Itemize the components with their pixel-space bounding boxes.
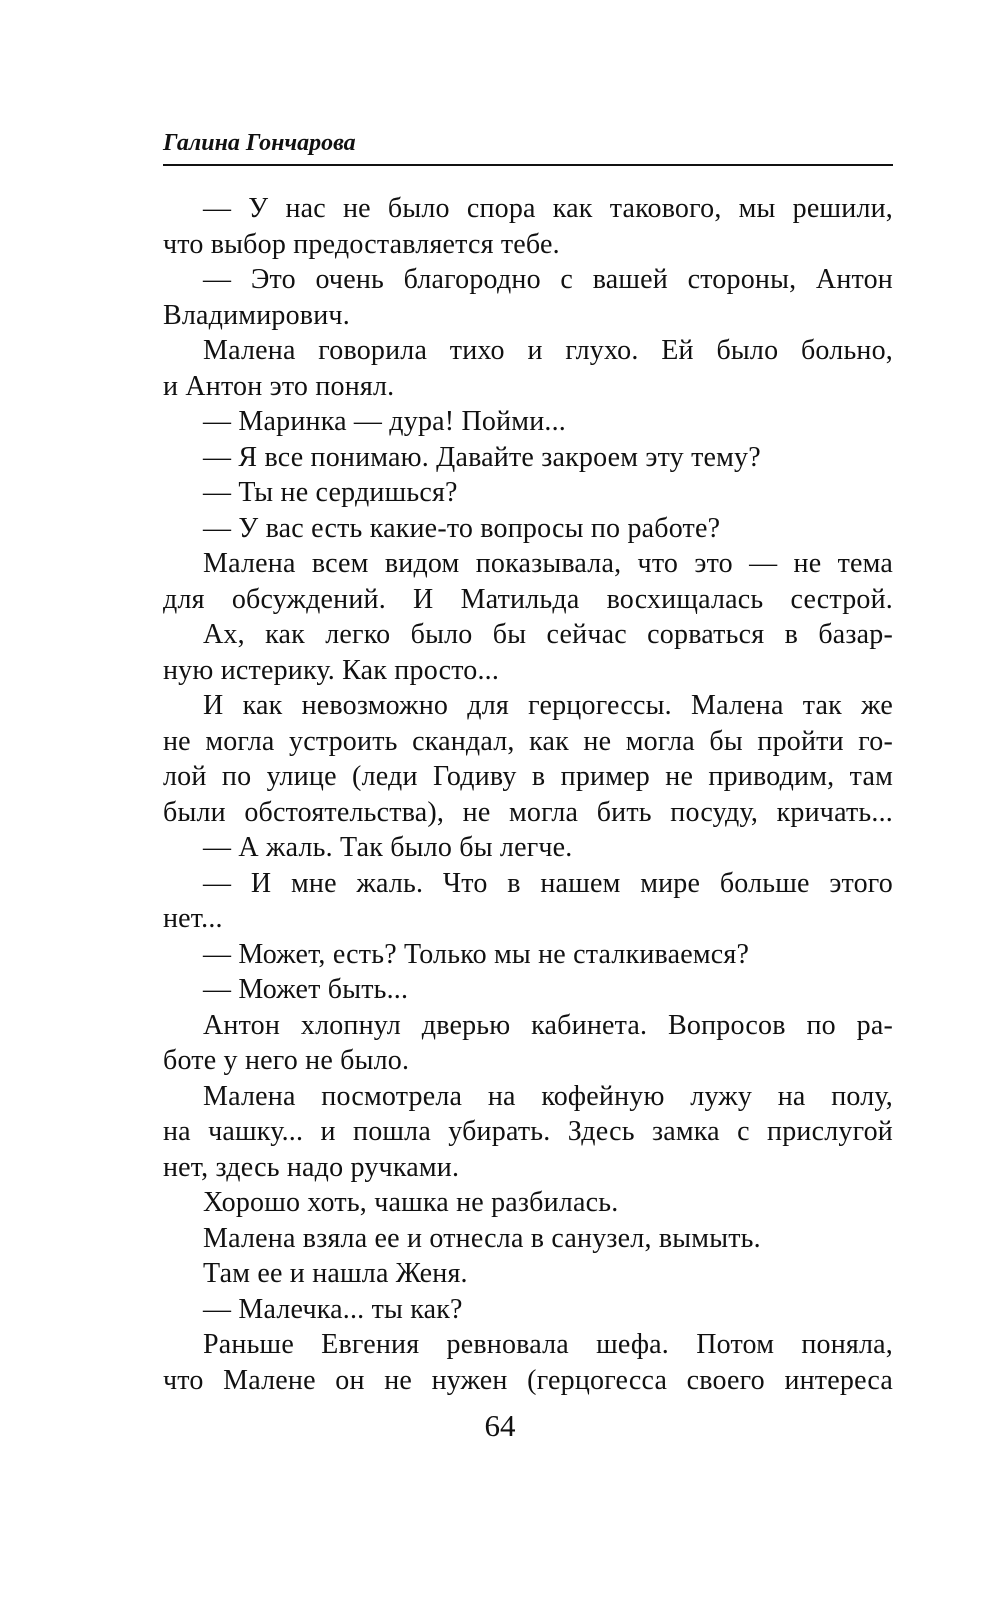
text-line: — Это очень благородно с вашей стороны, Антон [203, 264, 893, 295]
page-number: 64 [484, 1408, 516, 1443]
text-line: — У вас есть какие-то вопросы по работе? [203, 512, 721, 544]
text-line: И как невозможно для герцогессы. Малена так же [203, 690, 893, 721]
text-line: Антон хлопнул дверью кабинета. Вопросов по ра- [203, 1009, 893, 1041]
text-line: — Ты не сердишься? [203, 477, 458, 508]
text-line: и Антон это понял. [163, 370, 395, 402]
text-line: на чашку... и пошла убирать. Здесь замка с прислугой [163, 1116, 893, 1147]
text-line: Ах, как легко было бы сейчас сорваться в базар- [203, 619, 893, 650]
text-line: — Малечка... ты как? [203, 1293, 463, 1325]
text-line: лой по улице (леди Годиву в пример не приводим, там [163, 761, 893, 792]
text-line: Там ее и нашла Женя. [203, 1258, 468, 1289]
text-line: — Маринка — дура! Пойми... [203, 406, 567, 437]
text-line: Малена говорила тихо и глухо. Ей было больно, [203, 335, 893, 366]
page-text [163, 191, 893, 1398]
text-line: — Может, есть? Только мы не сталкиваемся? [203, 938, 750, 970]
text-line: были обстоятельства), не могла бить посуду, кричать... [163, 796, 893, 828]
text-line: — Я все понимаю. Давайте закроем эту тему? [203, 441, 761, 473]
text-line: Малена взяла ее и отнесла в санузел, вымыть. [203, 1222, 761, 1254]
running-head-author: Галина Гончарова [163, 130, 356, 156]
header-rule [163, 164, 893, 166]
text-line: нет... [163, 903, 223, 934]
text-line: Хорошо хоть, чашка не разбилась. [203, 1187, 619, 1218]
text-line: для обсуждений. И Матильда восхищалась сестрой. [163, 583, 893, 615]
text-line: — У нас не было спора как такового, мы решили, [203, 193, 893, 224]
text-line: Владимирович. [163, 299, 350, 331]
text-line: нет, здесь надо ручками. [163, 1151, 460, 1183]
text-line: — Может быть... [203, 974, 409, 1005]
text-line: ную истерику. Как просто... [163, 654, 500, 686]
text-line: боте у него не было. [163, 1045, 410, 1076]
text-line: Малена посмотрела на кофейную лужу на полу, [203, 1080, 893, 1112]
text-line: — А жаль. Так было бы легче. [203, 832, 573, 863]
text-line: не могла устроить скандал, как не могла бы пройти го- [163, 725, 893, 757]
text-line: — И мне жаль. Что в нашем мире больше этого [203, 867, 893, 899]
text-line: Малена всем видом показывала, что это — не тема [203, 548, 893, 579]
text-line: что Малене он не нужен (герцогесса своего интереса [163, 1364, 893, 1396]
text-line: что выбор предоставляется тебе. [163, 228, 560, 260]
text-line: Раньше Евгения ревновала шефа. Потом поняла, [203, 1329, 893, 1360]
